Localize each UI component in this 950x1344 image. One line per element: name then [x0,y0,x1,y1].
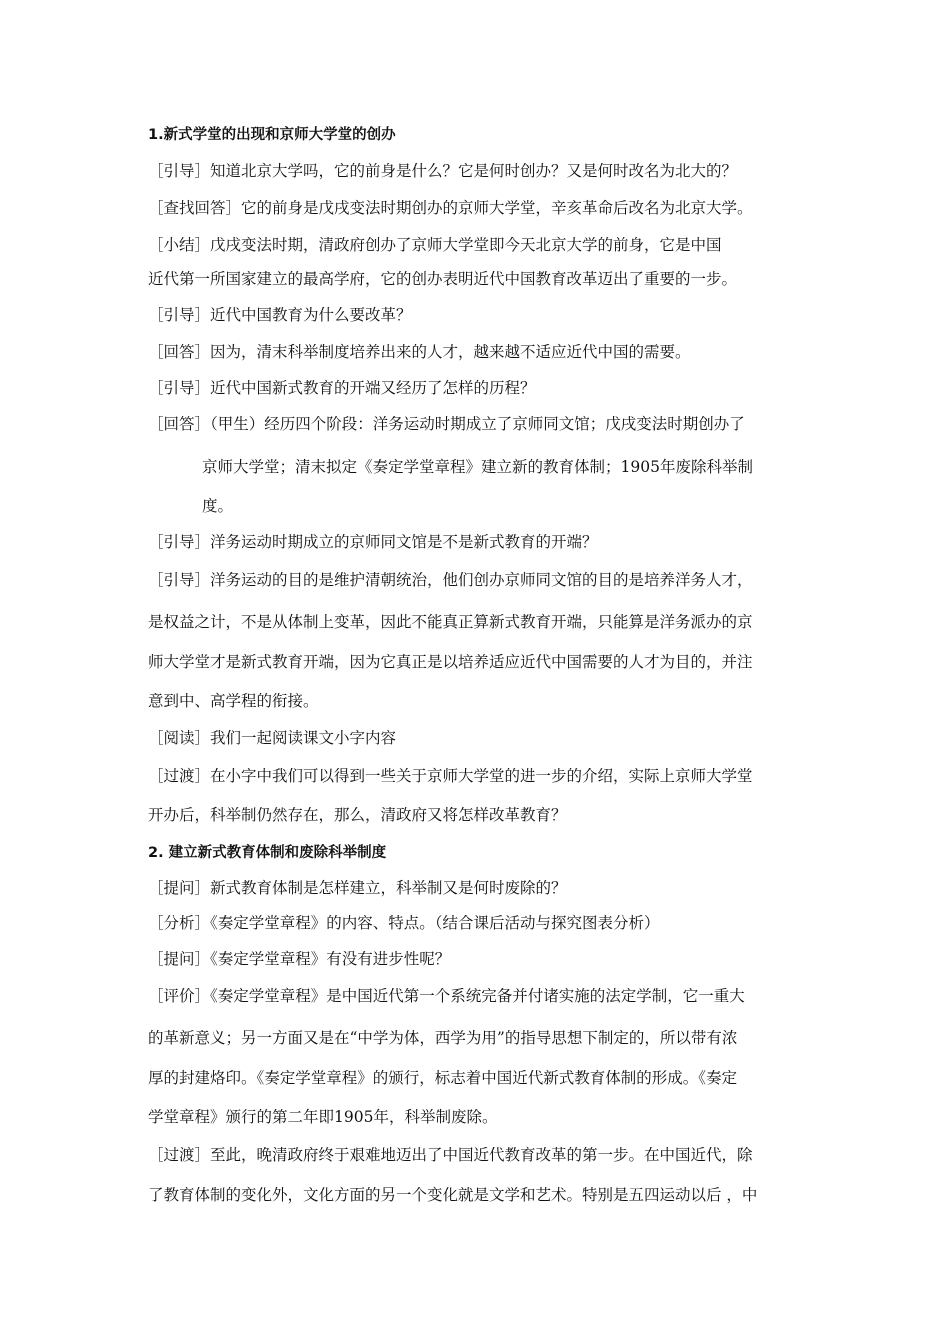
paragraph-line: ［过渡］至此，晚清政府终于艰难地迈出了中国近代教育改革的第一步。在中国近代，除 [148,1146,753,1164]
paragraph-line: ［回答］（甲生）经历四个阶段：洋务运动时期成立了京师同文馆；戊戌变法时期创办了 [148,415,745,433]
paragraph-line: ［小结］戊戌变法时期，清政府创办了京师大学堂即今天北京大学的前身，它是中国 [148,236,722,254]
paragraph-line: 的革新意义；另一方面又是在“中学为体，西学为用”的指导思想下制定的，所以带有浓 [148,1029,738,1047]
paragraph-line: ［引导］洋务运动的目的是维护清朝统治，他们创办京师同文馆的目的是培养洋务人才， [148,571,753,589]
paragraph-line-indented: 京师大学堂；清末拟定《奏定学堂章程》建立新的教育体制；1905年废除科举制 [202,458,753,476]
paragraph-line: ［查找回答］它的前身是戊戌变法时期创办的京师大学堂，辛亥革命后改名为北京大学。 [148,199,753,217]
paragraph-line: ［阅读］我们一起阅读课文小字内容 [148,729,397,747]
paragraph-line: ［回答］因为，清末科举制度培养出来的人才，越来越不适应近代中国的需要。 [148,343,691,361]
paragraph-line-indented: 度。 [202,497,234,515]
paragraph-line: ［提问］新式教育体制是怎样建立，科举制又是何时废除的？ [148,879,567,897]
section-2-heading: 2. 建立新式教育体制和废除科举制度 [148,845,387,861]
paragraph-line: 意到中、高学程的衔接。 [148,692,319,710]
paragraph-line: ［引导］知道北京大学吗，它的前身是什么？它是何时创办？又是何时改名为北大的？ [148,162,738,180]
paragraph-line: 厚的封建烙印。《奏定学堂章程》的颁行，标志着中国近代新式教育体制的形成。《奏定 [148,1069,738,1087]
paragraph-line: ［分析］《奏定学堂章程》的内容、特点。（结合课后活动与探究图表分析） [148,914,660,932]
paragraph-line: 是权益之计，不是从体制上变革，因此不能真正算新式教育开端，只能算是洋务派办的京 [148,613,753,631]
paragraph-line: 近代第一所国家建立的最高学府，它的创办表明近代中国教育改革迈出了重要的一步。 [148,270,738,288]
paragraph-line: ［引导］近代中国新式教育的开端又经历了怎样的历程？ [148,379,536,397]
paragraph-line: ［过渡］在小字中我们可以得到一些关于京师大学堂的进一步的介绍，实际上京师大学堂 [148,767,753,785]
paragraph-line: ［评价］《奏定学堂章程》是中国近代第一个系统完备并付诸实施的法定学制，它一重大 [148,987,745,1005]
paragraph-line: 开办后，科举制仍然存在，那么，清政府又将怎样改革教育？ [148,806,567,824]
section-1-heading: 1.新式学堂的出现和京师大学堂的创办 [148,127,396,143]
paragraph-line: 学堂章程》颁行的第二年即1905年，科举制废除。 [148,1108,498,1126]
paragraph-line: ［引导］近代中国教育为什么要改革？ [148,306,412,324]
paragraph-line: ［引导］洋务运动时期成立的京师同文馆是不是新式教育的开端？ [148,533,598,551]
paragraph-line: 了教育体制的变化外，文化方面的另一个变化就是文学和艺术。特别是五四运动以后 ，中 [148,1186,758,1204]
paragraph-line: ［提问］《奏定学堂章程》有没有进步性呢？ [148,950,451,968]
paragraph-line: 师大学堂才是新式教育开端，因为它真正是以培养适应近代中国需要的人才为目的，并注 [148,653,753,671]
